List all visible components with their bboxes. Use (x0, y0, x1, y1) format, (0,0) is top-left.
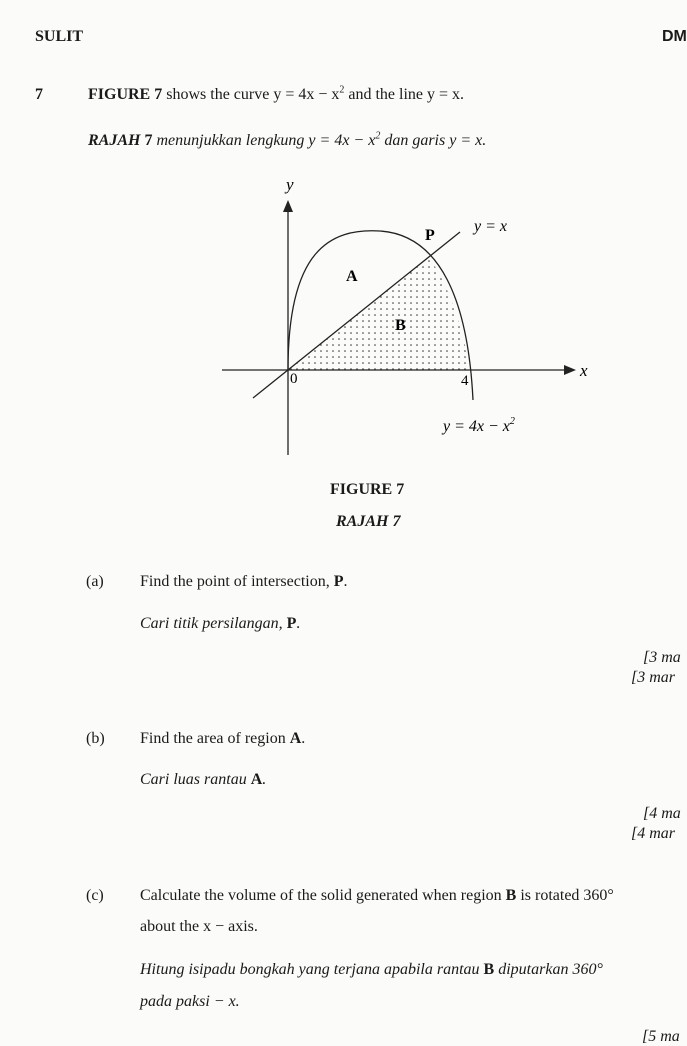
region-a-label: A (346, 268, 358, 285)
part-c-marks-ms (642, 1028, 680, 1046)
part-c-en-text: Calculate the volume of the solid generated when region (140, 887, 506, 904)
part-a-question-en (140, 573, 348, 591)
part-a-en-text: Find the point of intersection, (140, 573, 334, 590)
part-b-marks-en (631, 825, 675, 843)
y-axis-label: y (286, 175, 294, 194)
part-c-ms-text: Hitung isipadu bongkah yang terjana apabila rantau (140, 961, 484, 978)
part-c-en-tail: is rotated 360° (516, 887, 614, 904)
part-b-en-text: Find the area of region (140, 730, 290, 747)
part-b-en-bold: A (289, 730, 302, 747)
header-code: DM (662, 28, 687, 45)
origin-label: 0 (290, 371, 298, 387)
part-b-question-en (140, 730, 305, 748)
part-b-ms-text: Cari luas rantau (140, 771, 251, 788)
header-sulit: SULIT (35, 28, 84, 45)
part-c-question-ms-line1 (140, 961, 603, 979)
point-p-label: P (425, 227, 435, 244)
part-c-ms-bold: B (483, 961, 495, 978)
curve-label-base: y = 4x − x (443, 418, 510, 435)
part-c-ms-tail: diputarkan 360° (494, 961, 603, 978)
curve-label-exp: 2 (509, 416, 515, 427)
question-number: 7 (35, 86, 43, 103)
part-a-ms-tail: . (296, 615, 301, 632)
x-axis-arrow (564, 365, 576, 375)
intro-en-text: shows the curve y = 4x − x (162, 86, 340, 103)
figure-ref: FIGURE 7 (88, 86, 163, 103)
part-b-marks-ms (643, 805, 681, 823)
intro-ms-exponent: 2 (375, 130, 381, 142)
part-b-en-tail: . (301, 730, 306, 747)
part-a-question-ms (140, 615, 300, 633)
figure-7-graph (0, 0, 683, 470)
region-b-shading (288, 257, 470, 370)
figure-caption-en: FIGURE 7 (330, 481, 405, 498)
part-b-marks-en-text: [4 mar (631, 825, 676, 842)
part-c-en-bold: B (505, 887, 517, 904)
part-a-label: (a) (86, 573, 104, 590)
part-a-marks-ms-text: [3 ma (643, 649, 681, 666)
part-c-question-en-line1 (140, 887, 614, 905)
intro-en-exponent: 2 (339, 84, 345, 96)
part-c-marks-ms-text: [5 ma (642, 1028, 680, 1045)
intro-ms-tail: dan garis y = x. (380, 132, 487, 149)
part-a-marks-en-text: [3 mar (631, 669, 676, 686)
rajah-ref: RAJAH (88, 132, 141, 149)
part-a-marks-ms (643, 649, 681, 667)
line-label: y = x (474, 218, 507, 235)
part-c-label: (c) (86, 887, 104, 904)
y-axis-arrow (283, 200, 293, 212)
part-a-en-tail: . (343, 573, 348, 590)
part-b-marks-ms-text: [4 ma (643, 805, 681, 822)
intro-en-tail: and the line y = x. (344, 86, 465, 103)
figure-caption-ms: RAJAH 7 (336, 513, 401, 530)
rajah-ref-number: 7 (140, 132, 153, 149)
part-a-ms-text: Cari titik persilangan, (140, 615, 287, 632)
part-b-ms-tail: . (262, 771, 267, 788)
part-a-en-bold: P (333, 573, 344, 590)
x-axis-label: x (580, 361, 588, 380)
part-c-question-en-line2: about the x − axis. (140, 918, 258, 935)
x-intercept-label: 4 (461, 373, 469, 389)
part-c-question-ms-line2: pada paksi − x. (140, 993, 240, 1010)
region-b-label: B (395, 317, 406, 334)
curve-label (441, 416, 515, 435)
part-b-question-ms (140, 771, 266, 789)
part-b-ms-bold: A (250, 771, 263, 788)
part-b-label: (b) (86, 730, 105, 747)
part-a-marks-en (631, 669, 675, 687)
part-a-ms-bold: P (286, 615, 297, 632)
intro-ms-text: menunjukkan lengkung y = 4x − x (152, 132, 376, 149)
